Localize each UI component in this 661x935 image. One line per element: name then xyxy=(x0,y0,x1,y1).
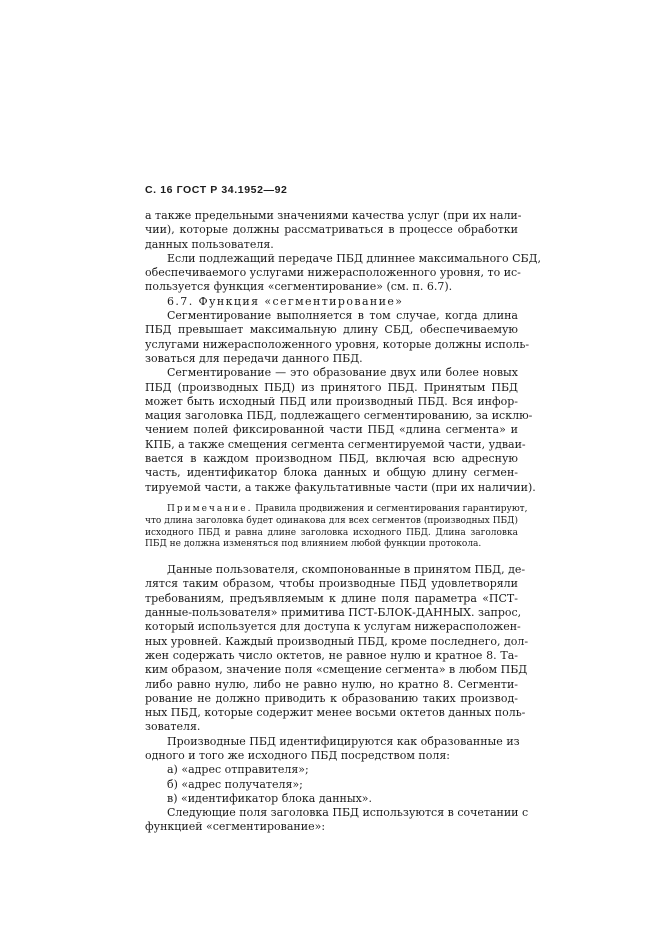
text-line: Производные ПБД идентифицируются как образованные из xyxy=(167,734,520,748)
note-label: Примечание. xyxy=(167,503,253,514)
text-line: жен содержать число октетов, не равное нулю и кратное 8. Та- xyxy=(145,648,518,662)
text-line: зоваться для передачи данного ПБД. xyxy=(145,351,363,365)
field-list xyxy=(145,763,518,806)
para-qos-end xyxy=(145,209,522,252)
text-line: мация заголовка ПБД, подлежащего сегментированию, за исклю- xyxy=(145,409,533,423)
note-line xyxy=(145,503,528,516)
text-line: ных ПБД, которые содержит менее восьми октетов данных поль- xyxy=(145,706,526,720)
text-line: Сегментирование выполняется в том случае, когда длина xyxy=(167,309,518,323)
text-line: данных пользователя. xyxy=(145,237,274,251)
para-segmentation-intro xyxy=(145,251,542,295)
para-segmentation-definition xyxy=(145,366,536,495)
text-line: зователя. xyxy=(145,720,201,734)
user-data-paragraphs xyxy=(145,563,529,763)
text-line: рование не должно приводить к образованию таких производ- xyxy=(145,691,518,705)
note-text: Правила продвижения и сегментирования гарантируют, xyxy=(252,503,528,514)
note-line: исходного ПБД и равна длине заголовка исходного ПБД. Длина заголовка xyxy=(145,527,518,538)
text-line: обеспечиваемого услугами нижерасположенного уровня, то ис- xyxy=(145,266,521,280)
text-line: одного и того же исходного ПБД посредством поля: xyxy=(145,748,450,762)
text-line: 6.7. Функция «сегментирование» xyxy=(167,294,404,308)
text-line: ПБД (производных ПБД) из принятого ПБД. Принятым ПБД xyxy=(145,380,518,394)
para-segmentation-performed xyxy=(145,309,530,366)
text-line: ных уровней. Каждый производный ПБД, кроме последнего, дол- xyxy=(145,634,529,648)
text-line: требованиям, предъявляемым к длине поля параметра «ПСТ- xyxy=(145,591,518,605)
note-block xyxy=(145,503,528,551)
final-paragraph xyxy=(145,806,529,835)
page-header: С. 16 ГОСТ Р 34.1952—92 xyxy=(145,184,288,196)
text-line: Если подлежащий передаче ПБД длиннее максимального СБД, xyxy=(167,251,542,265)
note-line: что длина заголовка будет одинакова для всех сегментов (производных ПБД) xyxy=(145,515,518,526)
text-line: Сегментирование — это образование двух или более новых xyxy=(167,366,518,380)
text-line: который используется для доступа к услугам нижерасположен- xyxy=(145,620,521,634)
text-line: ПБД превышает максимальную длину СБД, обеспечиваемую xyxy=(145,323,518,337)
document-body xyxy=(145,209,542,835)
para-derived-identified xyxy=(145,735,518,764)
text-line: может быть исходный ПБД или производный ПБД. Вся инфор- xyxy=(145,394,518,408)
text-line: пользуется функция «сегментирование» (см. п. 6.7). xyxy=(145,280,453,294)
text-line: тируемой части, а также факультативные части (при их наличии). xyxy=(145,480,536,494)
section-6-7-heading xyxy=(145,295,518,309)
text-line: данные-пользователя» примитива ПСТ-БЛОК-ДАННЫХ. запрос, xyxy=(145,606,522,620)
text-line: вается в каждом производном ПБД, включая всю адресную xyxy=(145,452,518,466)
note-line: ПБД не должна изменяться под влиянием любой функции протокола. xyxy=(145,539,482,550)
text-line: либо равно нулю, либо не равно нулю, но кратно 8. Сегменти- xyxy=(145,677,518,691)
list-item: а) «адрес отправителя»; xyxy=(167,763,309,777)
para-user-data xyxy=(145,563,529,735)
text-line: чии), которые должны рассматриваться в процессе обработки xyxy=(145,223,518,237)
text-line: функцией «сегментирование»: xyxy=(145,820,326,834)
main-paragraphs xyxy=(145,209,542,495)
text-line: часть, идентификатор блока данных и общую длину сегмен- xyxy=(145,466,518,480)
list-item: б) «адрес получателя»; xyxy=(167,777,303,791)
text-line: услугами нижерасположенного уровня, которые должны исполь- xyxy=(145,337,530,351)
text-line: КПБ, а также смещения сегмента сегментируемой части, удваи- xyxy=(145,437,526,451)
text-line: чением полей фиксированной части ПБД «длина сегмента» и xyxy=(145,423,518,437)
text-line: лятся таким образом, чтобы производные ПБД удовлетворяли xyxy=(145,577,518,591)
list-item: в) «идентификатор блока данных». xyxy=(167,791,373,805)
text-line: Данные пользователя, скомпонованные в принятом ПБД, де- xyxy=(167,563,526,577)
text-line: а также предельными значениями качества услуг (при их нали- xyxy=(145,209,522,222)
text-line: Следующие поля заголовка ПБД используются в сочетании с xyxy=(167,806,529,820)
text-line: ким образом, значение поля «смещение сегмента» в любом ПБД xyxy=(145,663,528,677)
